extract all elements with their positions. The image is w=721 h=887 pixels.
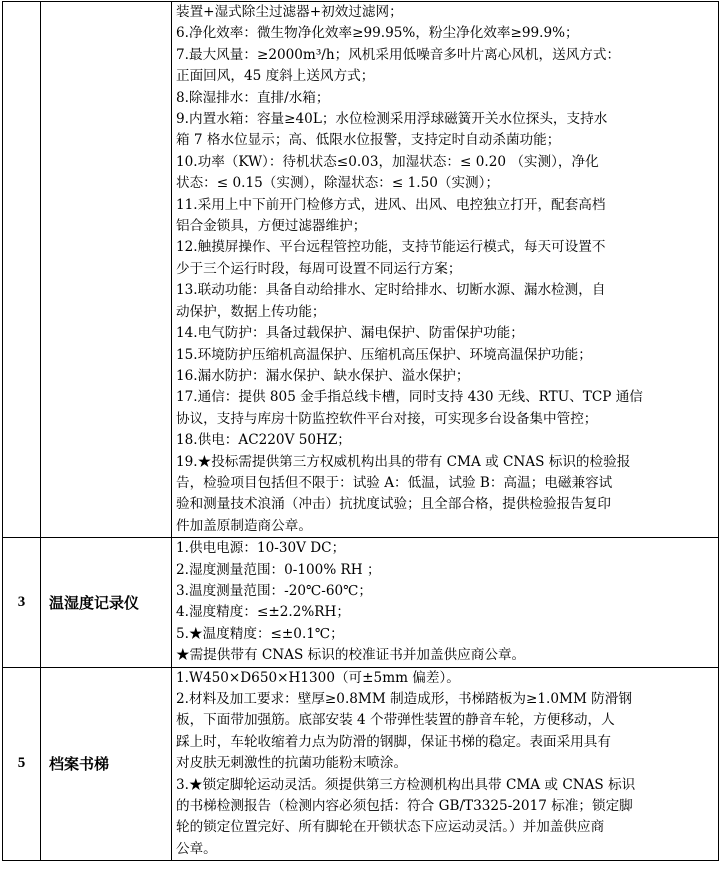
row-number: 5 [3, 667, 41, 861]
spec-line: 1.供电电源：10-30V DC； [176, 540, 346, 557]
row-number: 3 [3, 538, 41, 667]
specification-cell [172, 2, 719, 538]
spec-line: 协议，支持与库房十防监控软件平台对接，可实现多台设备集中管控； [176, 410, 598, 427]
table-row [3, 2, 719, 538]
spec-line: 16.漏水防护：漏水保护、缺水保护、溢水保护； [176, 367, 470, 384]
spec-line: 正面回风，45 度斜上送风方式； [176, 68, 375, 85]
spec-line: 告，检验项目包括但不限于：试验 A：低温，试验 B：高温；电磁兼容试 [176, 474, 613, 491]
spec-line: 7.最大风量：≥2000m³/h；风机采用低噪音多叶片离心风机，送风方式： [176, 46, 621, 63]
spec-line: 4.湿度精度：≤±2.2%RH； [176, 604, 350, 621]
spec-line: 13.联动功能：具备自动给排水、定时给排水、切断水源、漏水检测，自 [176, 282, 606, 299]
spec-line: 状态：≤ 0.15（实测），除湿状态：≤ 1.50（实测）； [176, 175, 500, 192]
spec-line: 15.环境防护压缩机高温保护、压缩机高压保护、环境高温保护功能； [176, 346, 592, 363]
spec-line: 11.采用上中下前开门检修方式，进风、出风、电控独立打开，配套高档 [176, 196, 606, 213]
specification-table-body [3, 2, 719, 861]
spec-line: 10.功率（KW）：待机状态≤0.03，加湿状态：≤ 0.20 （实测），净化 [176, 153, 599, 170]
spec-line: ★需提供带有 CNAS 标识的校准证书并加盖供应商公章。 [176, 647, 526, 664]
spec-line: 2.湿度测量范围：0-100% RH ； [176, 561, 381, 578]
spec-line: 板，下面带加强筋。底部安装 4 个带弹性装置的静音车轮，方便移动，人 [176, 712, 615, 729]
spec-line: 轮的锁定位置完好、所有脚轮在开锁状态下应运动灵活。）并加盖供应商 [176, 819, 605, 836]
spec-line: 2.材料及加工要求：壁厚≥0.8MM 制造成形，书梯踏板为≥1.0MM 防滑钢 [176, 691, 632, 707]
table-row [3, 538, 719, 667]
spec-line: 动保护，数据上传功能； [176, 303, 326, 320]
specification-cell [172, 538, 719, 667]
spec-line: 8.除湿排水：直排/水箱； [176, 89, 330, 106]
spec-line: 17.通信：提供 805 金手指总线卡槽，同时支持 430 无线、RTU、TCP 通信 [176, 389, 643, 406]
spec-line: 3.温度测量范围：-20℃-60℃； [176, 582, 372, 599]
spec-line: 14.电气防护：具备过载保护、漏电保护、防雷保护功能； [176, 325, 524, 342]
table-row [3, 667, 719, 861]
product-name: 档案书梯 [41, 667, 172, 861]
spec-line: 踩上时，车轮收缩着力点为防滑的钢脚，保证书梯的稳定。表面采用具有 [176, 733, 611, 750]
spec-line: 铝合金锁具，方便过滤器维护； [176, 218, 367, 235]
specification-cell [172, 667, 719, 861]
spec-line: 公章。 [176, 840, 217, 857]
specification-table [2, 1, 719, 861]
spec-line: 少于三个运行时段，每周可设置不同运行方案； [176, 260, 462, 277]
spec-line: 装置+湿式除尘过滤器+初效过滤网； [176, 4, 403, 20]
spec-line: 9.内置水箱：容量≥40L；水位检测采用浮球磁簧开关水位探头，支持水 [176, 111, 608, 128]
spec-line: 3.★锁定脚轮运动灵活。须提供第三方检测机构出具带 CMA 或 CNAS 标识 [176, 776, 636, 793]
spec-line: 5.★温度精度：≤±0.1℃； [176, 625, 344, 642]
spec-line: 6.净化效率：微生物净化效率≥99.95%，粉尘净化效率≥99.9%； [176, 25, 579, 42]
spec-line: 19.★投标需提供第三方权威机构出具的带有 CMA 或 CNAS 标识的检验报 [176, 453, 631, 470]
spec-line: 12.触摸屏操作、平台远程管控功能，支持节能运行模式，每天可设置不 [176, 239, 606, 256]
spec-line: 18.供电：AC220V 50HZ； [176, 432, 351, 449]
spec-line: 箱 7 格水位显示；高、低限水位报警，支持定时自动杀菌功能； [176, 132, 561, 149]
row-number [3, 2, 41, 538]
product-name [41, 2, 172, 538]
spec-line: 验和测量技术浪涌（冲击）抗扰度试验；且全部合格，提供检验报告复印 [176, 496, 611, 513]
spec-line: 1.W450×D650×H1300（可±5mm 偏差）。 [176, 669, 460, 686]
product-name: 温湿度记录仪 [41, 538, 172, 667]
spec-line: 的书梯检测报告（检测内容必须包括：符合 GB/T3325-2017 标准；锁定脚 [176, 798, 633, 815]
spec-line: 件加盖原制造商公章。 [176, 517, 312, 534]
spec-line: 对皮肤无刺激性的抗菌功能粉末喷涂。 [176, 755, 408, 772]
